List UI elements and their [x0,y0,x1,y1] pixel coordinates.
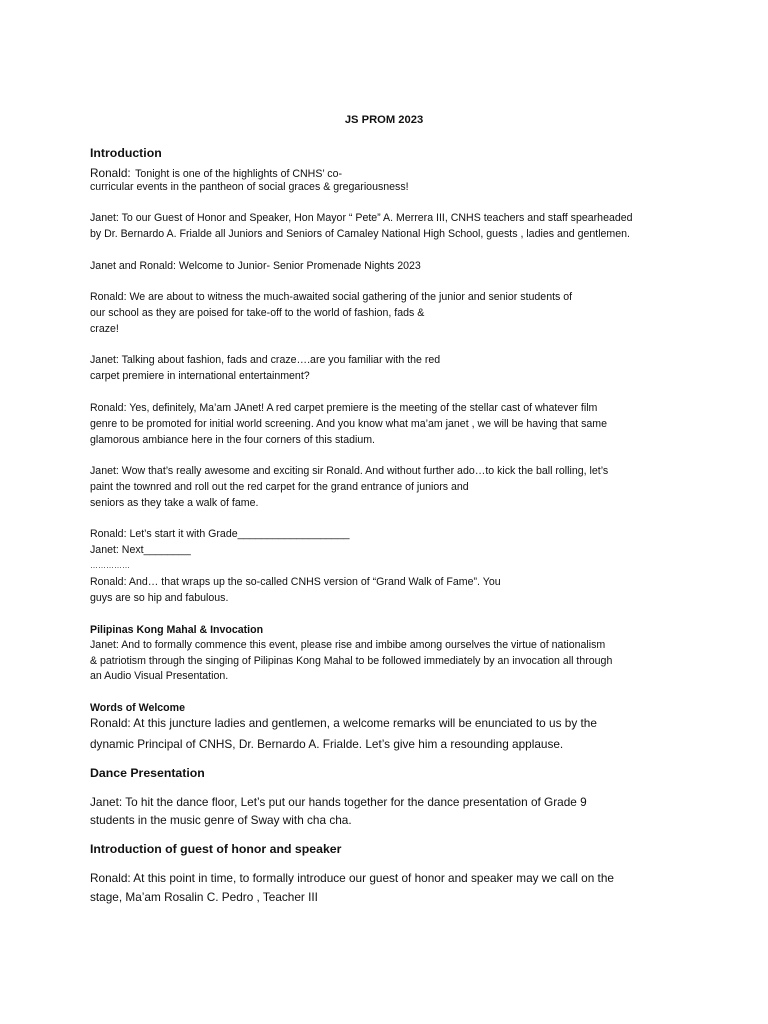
intro-line-2: curricular events in the pantheon of social graces & gregariousness! [90,181,409,193]
introduction-heading: Introduction [90,146,162,160]
ronald-premiere-line-3: glamorous ambiance here in the four corners of this stadium. [90,434,375,446]
janet-greeting-line-1: Janet: To our Guest of Honor and Speaker, Hon Mayor “ Pete” A. Merrera III, CNHS teachers and staff spearheaded [90,212,633,224]
guest-line-1: Ronald: At this point in time, to formally introduce our guest of honor and speaker may we call on the [90,871,614,885]
janet-red-carpet-line-1: Janet: Wow that’s really awesome and exciting sir Ronald. And without further ado…to kick the ball rolling, let’s [90,465,609,477]
joint-welcome-line: Janet and Ronald: Welcome to Junior- Senior Promenade Nights 2023 [90,260,421,272]
guest-intro-heading: Introduction of guest of honor and speaker [90,842,342,856]
ronald-premiere-line-1: Ronald: Yes, definitely, Ma’am JAnet! A red carpet premiere is the meeting of the stellar cast of whatever film [90,402,598,414]
welcome-line-1: Ronald: At this juncture ladies and gentlemen, a welcome remarks will be enunciated to us by the [90,716,597,730]
ronald-premiere-line-2: genre to be promoted for initial world screening. And you know what ma’am janet , we will be having that same [90,418,608,430]
pilipinas-line-1: Janet: And to formally commence this event, please rise and imbibe among ourselves the virtue of nationalism [90,639,606,651]
intro-line-1 [90,165,342,181]
ellipsis-line: …………… [90,561,130,570]
guest-line-2: stage, Ma’am Rosalin C. Pedro , Teacher III [90,890,318,904]
janet-red-carpet-line-3: seniors as they take a walk of fame. [90,497,259,509]
ronald-gathering-line-2: our school as they are poised for take-off to the world of fashion, fads & [90,307,425,319]
document-title: JS PROM 2023 [344,114,424,126]
janet-red-carpet-line-2: paint the townred and roll out the red carpet for the grand entrance of juniors and [90,481,469,493]
pilipinas-line-3: an Audio Visual Presentation. [90,670,229,682]
janet-fashion-line-1: Janet: Talking about fashion, fads and craze….are you familiar with the red [90,354,441,366]
ronald-grade-line: Ronald: Let’s start it with Grade___________________ [90,528,350,540]
pilipinas-heading: Pilipinas Kong Mahal & Invocation [90,624,264,636]
words-of-welcome-heading: Words of Welcome [90,702,185,714]
janet-next-line: Janet: Next________ [90,544,191,556]
dance-presentation-heading: Dance Presentation [90,766,205,780]
intro-speaker: Ronald: [90,166,131,180]
ronald-wrap-line-1: Ronald: And… that wraps up the so-called CNHS version of “Grand Walk of Fame”. You [90,576,501,588]
janet-greeting-line-2: by Dr. Bernardo A. Frialde all Juniors and Seniors of Camaley National High School, guests , ladies and gentlemen. [90,228,630,240]
ronald-gathering-line-3: craze! [90,323,119,335]
janet-fashion-line-2: carpet premiere in international entertainment? [90,370,310,382]
ronald-gathering-line-1: Ronald: We are about to witness the much-awaited social gathering of the junior and senior students of [90,291,573,303]
ronald-wrap-line-2: guys are so hip and fabulous. [90,592,229,604]
welcome-line-2: dynamic Principal of CNHS, Dr. Bernardo A. Frialde. Let’s give him a resounding applause. [90,737,564,751]
dance-line-1: Janet: To hit the dance floor, Let’s put our hands together for the dance presentation of Grade 9 [90,795,587,809]
dance-line-2: students in the music genre of Sway with cha cha. [90,813,352,827]
pilipinas-line-2: & patriotism through the singing of Pilipinas Kong Mahal to be followed immediately by an invocation all through [90,655,613,667]
intro-line-1-text: Tonight is one of the highlights of CNHS’ co- [135,168,343,180]
